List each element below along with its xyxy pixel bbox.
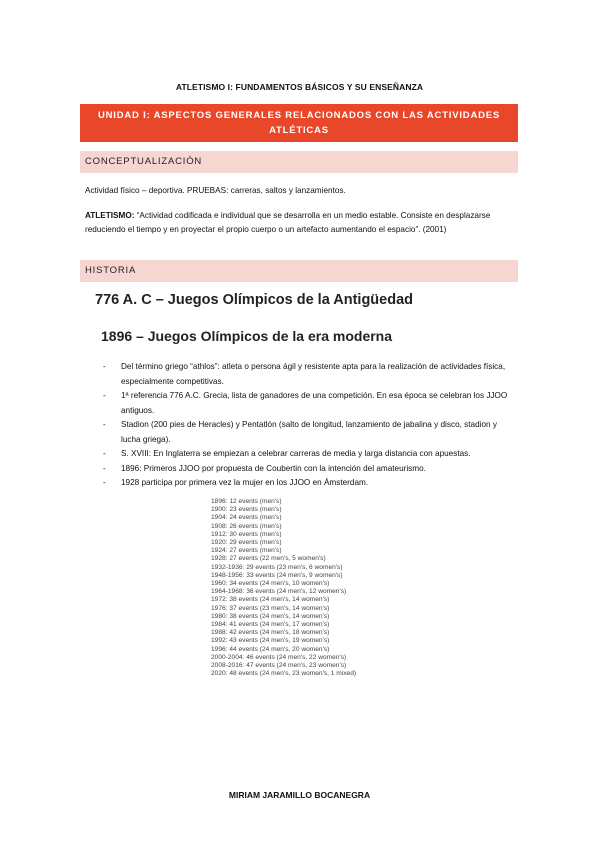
- heading-antiguedad: 776 A. C – Juegos Olímpicos de la Antigüedad: [95, 292, 414, 308]
- list-item-text: 1ª referencia 776 A.C. Grecia, lista de ganadores de una competición. En esa época se celebran los JJOO antiguos.: [121, 391, 508, 415]
- section-historia-heading: HISTORIA: [80, 260, 518, 282]
- atletismo-label: ATLETISMO:: [85, 211, 135, 220]
- list-item-text: Stadion (200 pies de Heracles) y Pentatlón (salto de longitud, lanzamiento de jabalina y disco, stadion y lucha griega).: [121, 420, 497, 444]
- list-item: [103, 476, 518, 491]
- olympic-events-list: [211, 498, 451, 678]
- list-item: [103, 447, 518, 462]
- list-item-text: Del término griego “athlos”: atleta o persona ágil y resistente apta para la realización de actividades física, especialmente competitivas.: [121, 362, 506, 386]
- event-line: 2020: 48 events (24 men's, 23 women's, 1 mixed): [211, 670, 357, 678]
- event-line: 1920: 29 events (men's): [211, 539, 282, 547]
- list-item-text: 1928 participa por primera vez la mujer en los JJOO en Ámsterdam.: [121, 478, 369, 487]
- section-conceptualizacion-heading: CONCEPTUALIZACIÓN: [80, 151, 518, 173]
- event-line: 1900: 23 events (men's): [211, 506, 282, 514]
- historia-bullet-list: [103, 360, 518, 491]
- event-line: 1992: 43 events (24 men's, 19 women's): [211, 637, 330, 645]
- event-line: 2008-2016: 47 events (24 men's, 23 women's): [211, 662, 347, 670]
- event-line: 1996: 44 events (24 men's, 20 women's): [211, 645, 330, 653]
- event-line: 1908: 26 events (men's): [211, 522, 282, 530]
- event-line: 1928: 27 events (22 men's, 5 women's): [211, 555, 326, 563]
- list-item-text: S. XVIII: En Inglaterra se empiezan a celebrar carreras de media y larga distancia con apuestas.: [121, 449, 471, 458]
- event-line: 1980: 38 events (24 men's, 14 women's): [211, 612, 330, 620]
- document-header-title: ATLETISMO I: FUNDAMENTOS BÁSICOS Y SU ENSEÑANZA: [175, 82, 424, 92]
- unit-banner: UNIDAD I: ASPECTOS GENERALES RELACIONADOS CON LAS ACTIVIDADES ATLÉTICAS: [80, 104, 518, 142]
- conceptualizacion-definition: [85, 209, 515, 236]
- document-footer-author: MIRIAM JARAMILLO BOCANEGRA: [228, 790, 371, 800]
- bullet-marker: -: [103, 478, 106, 487]
- bullet-marker: -: [103, 391, 106, 400]
- atletismo-definition-text: “Actividad codificada e individual que se desarrolla en un medio estable. Consiste en desplazarse reduciendo el tiempo y en proyectar el propio cuerpo o un artefacto aumentando el espacio”. (2001): [85, 211, 491, 234]
- bullet-marker: -: [103, 362, 106, 371]
- list-item: [103, 418, 518, 447]
- list-item: [103, 462, 518, 477]
- bullet-marker: -: [103, 449, 106, 458]
- list-item-text: 1896: Primeros JJOO por propuesta de Coubertin con la intención del amateurismo.: [121, 463, 426, 473]
- event-line: 1948-1956: 33 events (24 men's, 9 women's): [211, 571, 343, 579]
- event-line: 1972: 38 events (24 men's, 14 women's): [211, 596, 330, 604]
- event-line: 1984: 41 events (24 men's, 17 women's): [211, 621, 330, 629]
- event-line: 1904: 24 events (men's): [211, 514, 282, 522]
- event-line: 1988: 42 events (24 men's, 18 women's): [211, 629, 330, 637]
- heading-era-moderna: 1896 – Juegos Olímpicos de la era moderna: [101, 328, 393, 344]
- event-line: 1896: 12 events (men's): [211, 498, 282, 505]
- event-line: 1976: 37 events (23 men's, 14 women's): [211, 604, 330, 612]
- list-item: [103, 389, 518, 418]
- bullet-marker: -: [103, 463, 106, 473]
- event-line: 1912: 30 events (men's): [211, 530, 282, 538]
- event-line: 2000-2004: 46 events (24 men's, 22 women's): [211, 653, 347, 661]
- conceptualizacion-line-1: Actividad físico – deportiva. PRUEBAS: carreras, saltos y lanzamientos.: [85, 186, 346, 195]
- list-item: [103, 360, 518, 389]
- event-line: 1924: 27 events (men's): [211, 547, 282, 555]
- event-line: 1964-1968: 36 events (24 men's, 12 women's): [211, 588, 347, 596]
- event-line: 1932-1936: 29 events (23 men's, 6 women's): [211, 563, 343, 571]
- bullet-marker: -: [103, 420, 106, 429]
- event-line: 1960: 34 events (24 men's, 10 women's): [211, 580, 330, 588]
